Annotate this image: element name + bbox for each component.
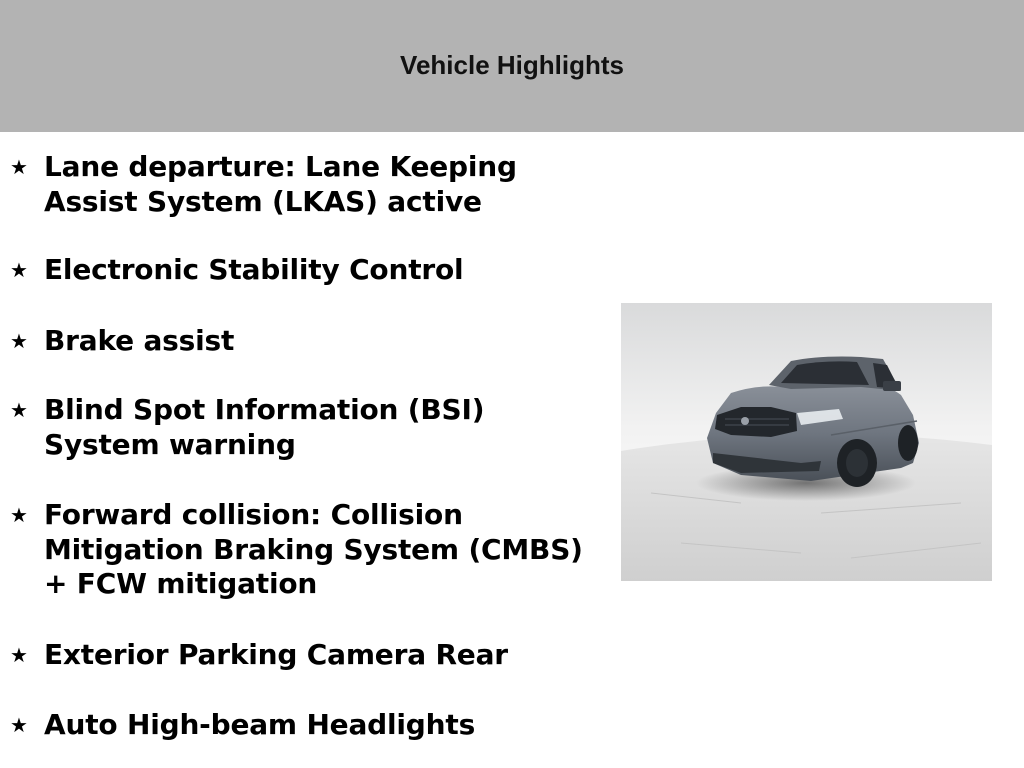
feature-item xyxy=(10,253,590,288)
star-icon: ★ xyxy=(10,642,28,667)
feature-text: Exterior Parking Camera Rear xyxy=(44,637,508,671)
feature-item xyxy=(10,150,590,219)
feature-text: Electronic Stability Control xyxy=(44,253,464,286)
star-icon: ★ xyxy=(10,713,28,737)
star-icon: ★ xyxy=(10,328,28,353)
feature-item xyxy=(10,638,590,673)
vehicle-photo xyxy=(621,303,992,581)
feature-text: Brake assist xyxy=(44,323,235,357)
star-icon: ★ xyxy=(10,258,28,282)
star-icon: ★ xyxy=(10,398,28,422)
page-title: Vehicle Highlights xyxy=(400,49,624,80)
feature-text: Auto High-beam Headlights xyxy=(44,708,476,741)
star-icon: ★ xyxy=(10,503,28,527)
feature-text: Lane departure: Lane Keeping Assist System (LKAS) active xyxy=(44,150,517,218)
feature-text: Forward collision: Collision Mitigation Braking System (CMBS) + FCW mitigation xyxy=(44,498,583,600)
feature-item xyxy=(10,393,590,462)
header-banner xyxy=(0,0,1024,132)
feature-text: Blind Spot Information (BSI) System warning xyxy=(44,393,485,461)
car-icon xyxy=(621,303,992,581)
star-icon: ★ xyxy=(10,155,28,179)
feature-item xyxy=(10,708,590,743)
feature-item xyxy=(10,324,590,359)
feature-item xyxy=(10,498,590,602)
feature-list xyxy=(10,150,590,743)
